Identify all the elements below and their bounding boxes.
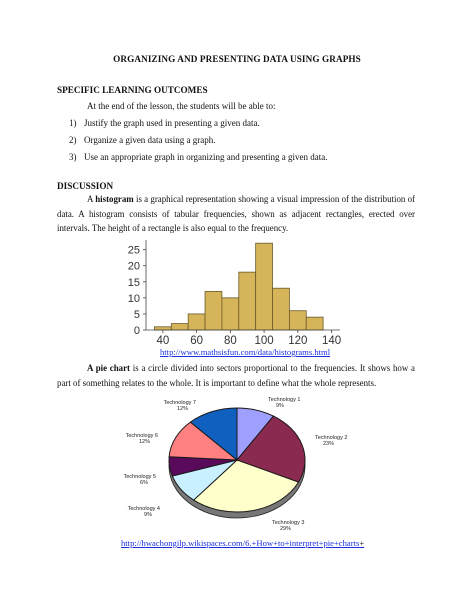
pie-source-link[interactable]: http://hwachongilp.wikispaces.com/6.+How+to+interpret+pie+charts <box>121 538 360 548</box>
outcome-text: Justify the graph used in presenting a given data. <box>84 118 260 128</box>
histogram-paragraph <box>57 192 415 236</box>
histogram-bar <box>273 288 290 330</box>
pie-slice-label: Technology 2 <box>315 435 348 441</box>
histogram-bar <box>205 291 222 330</box>
histogram-bar <box>188 314 205 330</box>
pie-source-line <box>121 538 364 548</box>
y-tick-label: 25 <box>127 244 140 257</box>
histogram-bar <box>222 298 239 330</box>
pie-chart <box>120 392 360 532</box>
outcome-number: 1) <box>69 118 77 128</box>
outcomes-heading: SPECIFIC LEARNING OUTCOMES <box>57 85 208 95</box>
outcome-number: 3) <box>69 152 77 162</box>
pie-slice-label: Technology 6 <box>125 433 158 439</box>
y-tick-label: 15 <box>127 276 140 289</box>
y-tick-label: 20 <box>127 260 140 273</box>
outcome-item <box>69 135 216 145</box>
pie-slice-percent: 23% <box>323 441 335 447</box>
histogram-bar <box>171 324 188 330</box>
y-tick-label: 0 <box>133 325 140 337</box>
histogram-bar <box>289 311 306 330</box>
discussion-heading: DISCUSSION <box>57 181 114 191</box>
histogram-bar <box>306 317 323 330</box>
page-title: ORGANIZING AND PRESENTING DATA USING GRAPHS <box>113 54 361 64</box>
pie-source-suffix: + <box>359 538 365 548</box>
outcome-item <box>69 152 328 162</box>
x-tick-label: 40 <box>156 335 170 346</box>
outcome-text: Organize a given data using a graph. <box>84 135 216 145</box>
pie-paragraph <box>57 361 415 390</box>
pie-slice-percent: 12% <box>138 439 150 445</box>
histogram-paragraph-pre: A <box>87 194 96 204</box>
outcome-number: 2) <box>69 135 77 145</box>
pie-term: pie chart <box>95 363 131 373</box>
outcomes-intro: At the end of the lesson, the students will be able to: <box>87 101 276 111</box>
y-tick-label: 5 <box>133 308 140 321</box>
pie-slice-label: Technology 7 <box>163 400 196 406</box>
pie-slice-percent: 12% <box>176 406 188 412</box>
histogram-chart <box>118 236 348 346</box>
pie-slice-percent: 29% <box>280 526 292 532</box>
histogram-bar <box>239 272 256 330</box>
pie-slice-label: Technology 3 <box>272 520 305 526</box>
outcome-text: Use an appropriate graph in organizing and presenting a given data. <box>84 152 328 162</box>
histogram-bar <box>256 243 273 330</box>
pie-paragraph-body: is a circle divided into sectors proportional to the frequencies. It shows how a part of something relates to the whole. It is important to define what the whole represents. <box>57 363 415 388</box>
pie-slice-label: Technology 4 <box>127 506 160 512</box>
x-tick-label: 120 <box>288 335 308 346</box>
histogram-paragraph-body: is a graphical representation showing a visual impression of the distribution of data. A histogram consists of tabular frequencies, shown as adjacent rectangles, erected over intervals. The height of a rectangle is also equal to the frequency. <box>57 194 415 233</box>
x-tick-label: 80 <box>223 335 237 346</box>
y-tick-label: 10 <box>127 292 140 305</box>
pie-slice-percent: 9% <box>144 512 152 518</box>
outcome-item <box>69 118 260 128</box>
pie-slice-label: Technology 1 <box>268 397 301 403</box>
pie-slice-label: Technology 5 <box>123 474 156 480</box>
pie-slice-percent: 9% <box>276 403 284 409</box>
x-tick-label: 140 <box>321 335 342 346</box>
histogram-term: histogram <box>95 194 134 204</box>
histogram-source-link[interactable]: http://www.mathsisfun.com/data/histograms.html <box>160 347 331 357</box>
histogram-bar <box>154 327 171 330</box>
pie-slice-percent: 6% <box>140 480 148 486</box>
pie-term-pre: A <box>87 363 96 373</box>
x-tick-label: 60 <box>190 335 204 346</box>
x-tick-label: 100 <box>254 335 274 346</box>
